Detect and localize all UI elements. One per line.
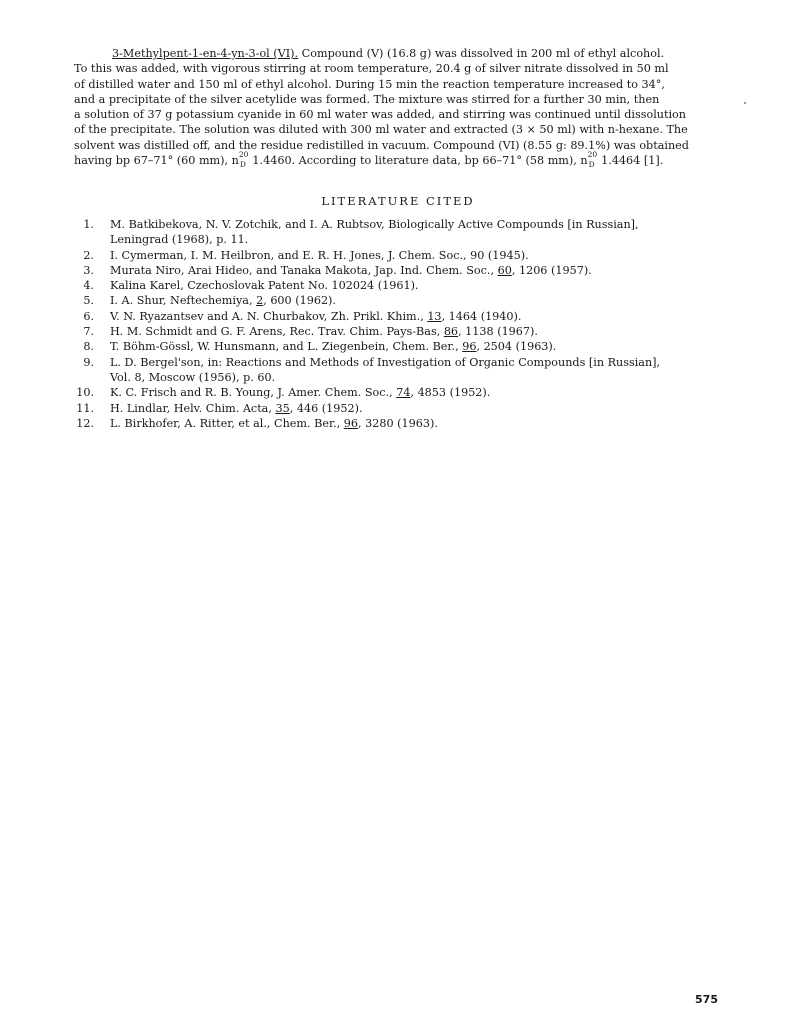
reference-item xyxy=(74,416,740,431)
paragraph-line: of distilled water and 150 ml of ethyl alcohol. During 15 min the reaction temperature increased to 34°, xyxy=(74,77,665,91)
reference-text-part: , 1138 (1967). xyxy=(458,325,538,339)
reference-item xyxy=(74,309,740,324)
refractive-index-notation xyxy=(587,150,598,170)
volume-number: 96 xyxy=(462,340,477,354)
reference-text-part: Kalina Karel, Czechoslovak Patent No. 102024 (1961). xyxy=(110,279,419,293)
reference-text-part: H. M. Schmidt and G. F. Arens, Rec. Trav. Chim. Pays-Bas, xyxy=(110,325,444,339)
reference-number: 4. xyxy=(83,279,94,293)
reference-list xyxy=(74,217,740,431)
reference-text-part: , 4853 (1952). xyxy=(410,386,491,400)
paragraph-line: a solution of 37 g potassium cyanide in 60 ml water was added, and stirring was continued until dissolution xyxy=(74,108,686,122)
reference-text xyxy=(110,293,740,308)
reference-item xyxy=(74,385,740,400)
experimental-paragraph xyxy=(74,46,740,168)
reference-text-part: I. A. Shur, Neftechemiya, xyxy=(110,294,257,308)
literature-heading: LITERATURE CITED xyxy=(321,194,475,208)
volume-number: 74 xyxy=(396,386,411,400)
reference-item xyxy=(74,217,740,248)
paragraph-line: solvent was distilled off, and the residue redistilled in vacuum. Compound (VI) (8.55 g: 89.1%) was obtained xyxy=(74,138,689,152)
reference-item xyxy=(74,355,740,386)
reference-number: 2. xyxy=(83,248,94,262)
reference-text xyxy=(110,248,740,263)
reference-text-part: K. C. Frisch and R. B. Young, J. Amer. Chem. Soc., xyxy=(110,386,397,400)
volume-number: 13 xyxy=(427,309,442,323)
reference-text xyxy=(110,324,740,339)
paragraph-line: of the precipitate. The solution was diluted with 300 ml water and extracted (3 × 50 ml) with n-hexane. The xyxy=(74,123,688,137)
reference-text xyxy=(110,339,740,354)
reference-text-part: , 446 (1952). xyxy=(289,401,363,415)
reference-text-part: L. Birkhofer, A. Ritter, et al., Chem. Ber., xyxy=(110,416,344,430)
reference-text-part: , 1206 (1957). xyxy=(511,263,592,277)
volume-number: 96 xyxy=(343,416,359,430)
reference-number: 1. xyxy=(83,218,94,231)
paragraph-line xyxy=(74,46,740,61)
reference-text-part: L. D. Bergel'son, in: Reactions and Methods of Investigation of Organic Compounds [in Russian], xyxy=(110,355,661,369)
compound-title: 3-Methylpent-1-en-4-yn-3-ol (VI). xyxy=(112,47,299,60)
subscript: D xyxy=(588,160,595,170)
page-number: 575 xyxy=(695,993,718,1006)
reference-number: 3. xyxy=(83,263,94,277)
reference-text xyxy=(110,309,740,324)
reference-item xyxy=(74,263,740,278)
volume-number: 35 xyxy=(275,401,290,415)
reference-item xyxy=(74,401,740,416)
reference-text xyxy=(110,263,740,278)
reference-number: 9. xyxy=(83,355,94,369)
reference-text xyxy=(110,355,740,370)
reference-text-part: I. Cymerman, I. M. Heilbron, and E. R. H. Jones, J. Chem. Soc., 90 (1945). xyxy=(110,248,529,262)
reference-item xyxy=(74,339,740,354)
reference-text-part: V. N. Ryazantsev and A. N. Churbakov, Zh. Prikl. Khim., xyxy=(110,309,428,323)
reference-text-part: , 3280 (1963). xyxy=(358,416,438,430)
reference-text xyxy=(110,217,740,232)
reference-text xyxy=(110,416,740,431)
reference-text xyxy=(110,278,740,293)
reference-item xyxy=(74,324,740,339)
reference-number: 8. xyxy=(83,340,94,354)
reference-text-continuation: Leningrad (1968), p. 11. xyxy=(110,233,249,247)
reference-item xyxy=(74,278,740,293)
reference-item xyxy=(74,248,740,263)
paragraph-text: Compound (V) (16.8 g) was dissolved in 200 ml of ethyl alcohol. xyxy=(298,47,665,60)
paragraph-line xyxy=(74,150,740,170)
superscript: 20 xyxy=(587,150,598,160)
reference-text-part: M. Batkibekova, N. V. Zotchik, and I. A. Rubtsov, Biologically Active Compounds [in Russian], xyxy=(110,218,639,231)
reference-number: 5. xyxy=(83,294,94,308)
volume-number: 60 xyxy=(497,263,512,277)
reference-number: 7. xyxy=(83,325,94,339)
reference-text xyxy=(110,401,740,416)
volume-number: 86 xyxy=(443,325,459,339)
reference-text xyxy=(110,385,740,400)
reference-text-part: , 1464 (1940). xyxy=(441,309,522,323)
paragraph-text: having bp 67–71° (60 mm), n xyxy=(74,154,239,168)
paragraph-text: 1.4460. According to literature data, bp 66–71° (58 mm), n xyxy=(248,154,588,168)
paragraph-text: 1.4464 [1]. xyxy=(597,154,664,168)
reference-number: 10. xyxy=(76,386,94,400)
subscript: D xyxy=(239,160,246,170)
paragraph-line: To this was added, with vigorous stirring at room temperature, 20.4 g of silver nitrate dissolved in 50 ml xyxy=(74,62,669,76)
superscript: 20 xyxy=(238,150,249,160)
paragraph-line: and a precipitate of the silver acetylide was formed. The mixture was stirred for a further 30 min, then xyxy=(74,92,660,106)
scan-speck xyxy=(744,102,746,104)
reference-text-part: Murata Niro, Arai Hideo, and Tanaka Makota, Jap. Ind. Chem. Soc., xyxy=(110,263,498,277)
reference-number: 11. xyxy=(76,401,94,415)
reference-number: 6. xyxy=(83,309,94,323)
reference-text-part: , 600 (1962). xyxy=(263,294,336,308)
reference-item xyxy=(74,293,740,308)
refractive-index-notation xyxy=(238,150,249,170)
reference-text-part: H. Lindlar, Helv. Chim. Acta, xyxy=(110,401,276,415)
reference-text-continuation: Vol. 8, Moscow (1956), p. 60. xyxy=(110,370,276,384)
volume-number: 2 xyxy=(256,294,264,308)
reference-number: 12. xyxy=(76,416,94,430)
reference-text-part: , 2504 (1963). xyxy=(476,340,557,354)
reference-text-part: T. Böhm-Gössl, W. Hunsmann, and L. Ziegenbein, Chem. Ber., xyxy=(110,340,463,354)
